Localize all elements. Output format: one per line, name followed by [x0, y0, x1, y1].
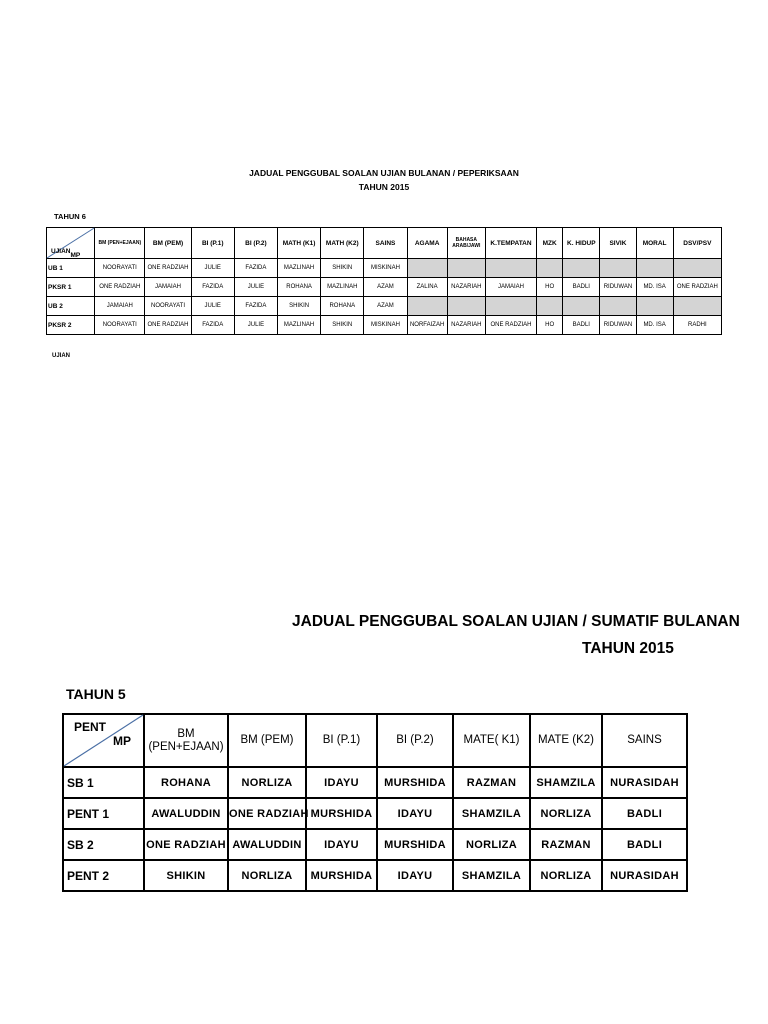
tahun5-cell: SHAMZILA: [453, 798, 530, 829]
tahun6-row: [47, 259, 722, 278]
tahun5-cell: IDAYU: [377, 860, 453, 891]
tahun6-header-cell: SAINS: [364, 228, 407, 259]
tahun6-cell: [485, 297, 536, 316]
tahun6-cell: [407, 297, 447, 316]
tahun6-row: [47, 297, 722, 316]
tahun5-label: TAHUN 5: [66, 686, 126, 702]
tahun6-cell: [537, 259, 563, 278]
tahun6-table: [46, 227, 722, 335]
tahun5-cell: MURSHIDA: [306, 798, 377, 829]
tahun5-cell: BADLI: [602, 798, 687, 829]
tahun5-header-cell: BM (PEN+EJAAN): [144, 714, 228, 767]
tahun5-header-cell: MATE (K2): [530, 714, 602, 767]
tahun6-header-cell: K. HIDUP: [563, 228, 600, 259]
tahun6-cell: ONE RADZIAH: [145, 259, 191, 278]
tahun6-cell: BADLI: [563, 278, 600, 297]
tahun6-cell: NOORAYATI: [95, 316, 145, 335]
tahun6-row-label: PKSR 1: [47, 278, 95, 297]
tahun5-cell: RAZMAN: [530, 829, 602, 860]
tahun5-row-label: SB 1: [63, 767, 144, 798]
tahun6-cell: MD. ISA: [636, 278, 673, 297]
tahun6-cell: JULIE: [191, 297, 234, 316]
tahun6-cell: JAMAIAH: [95, 297, 145, 316]
tahun5-header-cell: BI (P.1): [306, 714, 377, 767]
tahun6-cell: MAZLINAH: [278, 316, 321, 335]
tahun6-header-cell: BM (PEM): [145, 228, 191, 259]
tahun6-cell: [407, 259, 447, 278]
tahun6-header-cell: BI (P.1): [191, 228, 234, 259]
tahun6-cell: MAZLINAH: [278, 259, 321, 278]
tahun5-cell: AWALUDDIN: [228, 829, 306, 860]
tahun6-title: JADUAL PENGGUBAL SOALAN UJIAN BULANAN / PEPERIKSAAN: [249, 168, 519, 178]
tahun6-label: TAHUN 6: [54, 212, 86, 221]
tahun6-cell: JAMAIAH: [485, 278, 536, 297]
tahun5-cell: SHAMZILA: [453, 860, 530, 891]
tahun6-cell: ROHANA: [321, 297, 364, 316]
tahun6-cell: FAZIDA: [234, 259, 277, 278]
tahun6-cell: MISKINAH: [364, 316, 407, 335]
tahun6-corner-row-label: UJIAN: [51, 248, 71, 255]
tahun5-cell: IDAYU: [306, 829, 377, 860]
tahun6-cell: [447, 297, 485, 316]
tahun6-cell: [563, 297, 600, 316]
tahun5-cell: NORLIZA: [453, 829, 530, 860]
tahun6-cell: RADHI: [673, 316, 721, 335]
tahun6-cell: NOORAYATI: [145, 297, 191, 316]
tahun5-cell: NURASIDAH: [602, 860, 687, 891]
tahun5-cell: BADLI: [602, 829, 687, 860]
tahun5-cell: MURSHIDA: [377, 829, 453, 860]
tahun5-table-clip: [62, 713, 684, 897]
tahun5-cell: SHAMZILA: [530, 767, 602, 798]
tahun6-header-cell: MORAL: [636, 228, 673, 259]
tahun6-cell: [673, 297, 721, 316]
tahun6-cell: JAMAIAH: [145, 278, 191, 297]
tahun6-cell: BADLI: [563, 316, 600, 335]
tahun6-row-label: UB 1: [47, 259, 95, 278]
tahun5-corner-cell: [63, 714, 144, 767]
tahun6-cell: SHIKIN: [321, 259, 364, 278]
tahun6-header-cell: MATH (K2): [321, 228, 364, 259]
tahun5-header-row: [63, 714, 687, 767]
tahun5-header-cell: BM (PEM): [228, 714, 306, 767]
tahun6-cell: [600, 297, 636, 316]
tahun5-row: [63, 767, 687, 798]
tahun5-title-clip: [292, 608, 740, 634]
tahun6-cell: MD. ISA: [636, 316, 673, 335]
tahun6-cell: [485, 259, 536, 278]
tahun6-cell: FAZIDA: [234, 297, 277, 316]
tahun5-cell: NORLIZA: [530, 798, 602, 829]
tahun6-cell: FAZIDA: [191, 316, 234, 335]
tahun5-cell: IDAYU: [377, 798, 453, 829]
tahun5-cell: NORLIZA: [530, 860, 602, 891]
tahun6-row-label: UB 2: [47, 297, 95, 316]
tahun6-cell: FAZIDA: [191, 278, 234, 297]
tahun6-header-cell: SIVIK: [600, 228, 636, 259]
tahun5-corner-row-label: PENT: [74, 720, 107, 734]
tahun6-cell: NOORAYATI: [95, 259, 145, 278]
tahun6-cell: SHIKIN: [278, 297, 321, 316]
tahun6-header-cell: DSV/PSV: [673, 228, 721, 259]
tahun5-row-label: SB 2: [63, 829, 144, 860]
tahun6-cell: MAZLINAH: [321, 278, 364, 297]
tahun5-row: [63, 860, 687, 891]
tahun6-cell: AZAM: [364, 278, 407, 297]
tahun6-cell: SHIKIN: [321, 316, 364, 335]
tahun6-header-cell: MATH (K1): [278, 228, 321, 259]
tahun6-cell: [636, 297, 673, 316]
tahun5-cell: SHIKIN: [144, 860, 228, 891]
tahun5-row: [63, 829, 687, 860]
tahun6-header-cell: BI (P.2): [234, 228, 277, 259]
tahun6-corner-col-label: MP: [70, 252, 81, 259]
tahun6-cell: [537, 297, 563, 316]
tahun5-header-cell: MATE( K1): [453, 714, 530, 767]
tahun6-header-cell: AGAMA: [407, 228, 447, 259]
tahun6-cell: [563, 259, 600, 278]
tahun5-cell: MURSHIDA: [306, 860, 377, 891]
tahun6-cell: ONE RADZIAH: [485, 316, 536, 335]
tahun5-cell: NORLIZA: [228, 860, 306, 891]
tahun5-row-label: PENT 2: [63, 860, 144, 891]
tahun6-cell: ZALINA: [407, 278, 447, 297]
tahun6-header-cell: BAHASA ARAB/JAWI: [447, 228, 485, 259]
tahun6-cell: ROHANA: [278, 278, 321, 297]
tahun6-row: [47, 316, 722, 335]
tahun6-cell: [447, 259, 485, 278]
tahun6-cell: ONE RADZIAH: [95, 278, 145, 297]
tahun5-cell: ONE RADZIAH: [144, 829, 228, 860]
tahun6-cell: JULIE: [234, 316, 277, 335]
tahun6-corner-cell: [47, 228, 95, 259]
tahun5-title: JADUAL PENGGUBAL SOALAN UJIAN / SUMATIF BULANAN: [292, 613, 740, 630]
tahun5-header-cell: SAINS: [602, 714, 687, 767]
tahun6-cell: [673, 259, 721, 278]
tahun5-cell: MURSHIDA: [377, 767, 453, 798]
tahun5-cell: AWALUDDIN: [144, 798, 228, 829]
tahun6-header-cell: BM (PEN+EJAAN): [95, 228, 145, 259]
tahun5-cell: RAZMAN: [453, 767, 530, 798]
tahun6-cell: RIDUWAN: [600, 278, 636, 297]
tahun5-cell: NURASIDAH: [602, 767, 687, 798]
tahun6-header-cell: MZK: [537, 228, 563, 259]
tahun6-cell: NAZARIAH: [447, 316, 485, 335]
tahun6-cell: RIDUWAN: [600, 316, 636, 335]
tahun5-corner-col-label: MP: [113, 734, 131, 748]
tahun6-cell: [600, 259, 636, 278]
tahun5-row: [63, 798, 687, 829]
tahun6-cell: NAZARIAH: [447, 278, 485, 297]
tahun6-cell: ONE RADZIAH: [673, 278, 721, 297]
tahun5-table: [62, 713, 688, 892]
tahun6-subtitle: TAHUN 2015: [358, 182, 410, 192]
tahun6-note: UJIAN: [52, 353, 71, 359]
tahun6-cell: MISKINAH: [364, 259, 407, 278]
tahun5-cell: ONE RADZIAH: [228, 798, 306, 829]
tahun6-row: [47, 278, 722, 297]
tahun5-header-cell: BI (P.2): [377, 714, 453, 767]
tahun6-header-row: [47, 228, 722, 259]
tahun6-row-label: PKSR 2: [47, 316, 95, 335]
tahun6-cell: NORFAIZAH: [407, 316, 447, 335]
tahun6-cell: AZAM: [364, 297, 407, 316]
tahun5-cell: IDAYU: [306, 767, 377, 798]
tahun6-cell: [636, 259, 673, 278]
tahun6-cell: JULIE: [191, 259, 234, 278]
tahun5-cell: NORLIZA: [228, 767, 306, 798]
tahun6-cell: HO: [537, 278, 563, 297]
tahun6-cell: JULIE: [234, 278, 277, 297]
tahun5-row-label: PENT 1: [63, 798, 144, 829]
tahun6-header-cell: K.TEMPATAN: [485, 228, 536, 259]
tahun5-subtitle: TAHUN 2015: [582, 640, 674, 657]
tahun6-cell: HO: [537, 316, 563, 335]
tahun6-cell: ONE RADZIAH: [145, 316, 191, 335]
tahun5-cell: ROHANA: [144, 767, 228, 798]
